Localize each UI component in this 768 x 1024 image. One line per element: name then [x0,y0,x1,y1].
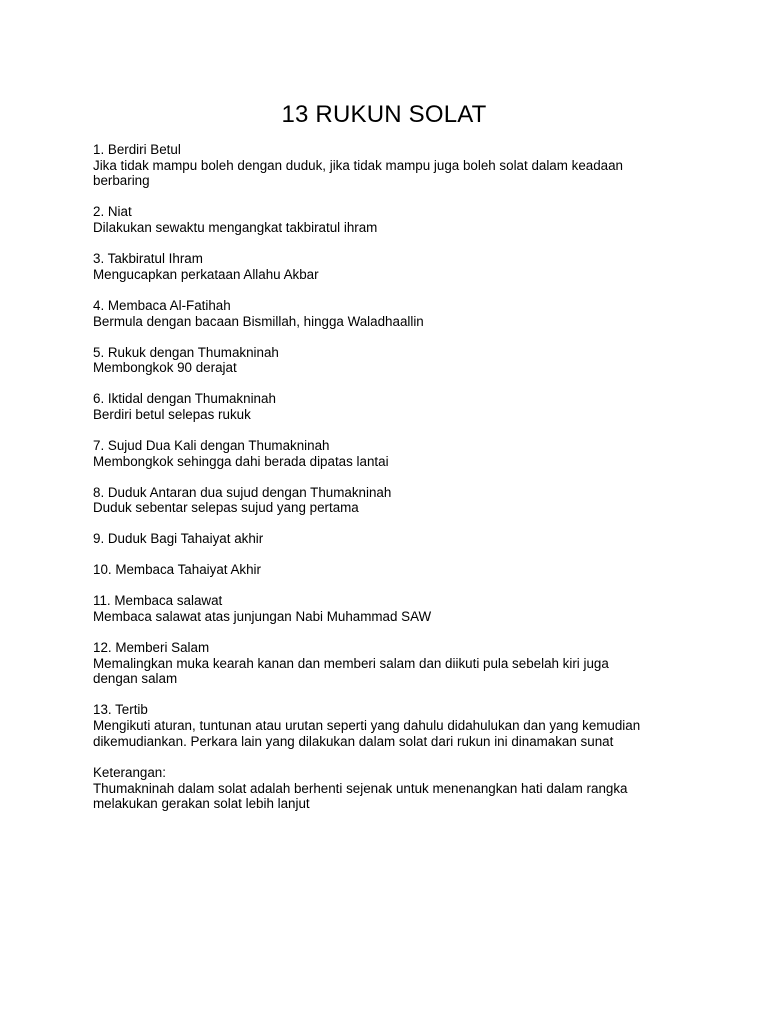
document-title: 13 RUKUN SOLAT [281,101,487,128]
note-section [93,765,693,812]
rukun-item-11 [93,593,693,624]
rukun-heading: 6. Iktidal dengan Thumakninah [93,391,276,407]
rukun-description-line: Memalingkan muka kearah kanan dan memberi salam dan diikuti pula sebelah kiri juga [93,655,609,671]
rukun-item-10 [93,562,693,578]
rukun-description-line: Jika tidak mampu boleh dengan duduk, jika tidak mampu juga boleh solat dalam keadaan [93,157,624,173]
rukun-heading: 1. Berdiri Betul [93,142,181,157]
rukun-item-13 [93,702,693,749]
rukun-heading: 9. Duduk Bagi Tahaiyat akhir [93,531,264,547]
rukun-heading: 7. Sujud Dua Kali dengan Thumakninah [93,437,330,453]
rukun-description-line: Dilakukan sewaktu mengangkat takbiratul ihram [93,220,378,236]
rukun-description-line: Mengikuti aturan, tuntunan atau urutan seperti yang dahulu didahulukan dan yang kemudian [93,718,641,734]
note-line: Thumakninah dalam solat adalah berhenti sejenak untuk menenangkan hati dalam rangka [93,780,628,796]
rukun-heading: 2. Niat [93,204,132,220]
rukun-heading: 12. Memberi Salam [93,640,210,656]
rukun-heading: 10. Membaca Tahaiyat Akhir [93,562,261,578]
rukun-description-line: berbaring [93,173,150,189]
rukun-item-2 [93,204,693,235]
rukun-item-7 [93,438,693,469]
rukun-description-line: Berdiri betul selepas rukuk [93,406,251,422]
rukun-item-4 [93,298,693,329]
note-heading: Keterangan: [93,764,166,780]
rukun-description-line: dengan salam [93,671,178,687]
rukun-item-5 [93,345,693,376]
rukun-heading: 5. Rukuk dengan Thumakninah [93,344,279,360]
rukun-description-line: Duduk sebentar selepas sujud yang pertama [93,500,359,516]
rukun-heading: 3. Takbiratul Ihram [93,251,203,267]
note-line: melakukan gerakan solat lebih lanjut [93,796,310,812]
document-body [93,142,693,827]
rukun-item-6 [93,391,693,422]
rukun-item-3 [93,251,693,282]
rukun-item-8 [93,485,693,516]
rukun-description-line: Bermula dengan bacaan Bismillah, hingga Waladhaallin [93,313,424,329]
rukun-description-line: Membongkok sehingga dahi berada dipatas lantai [93,453,389,469]
rukun-description-line: dikemudiankan. Perkara lain yang dilakukan dalam solat dari rukun ini dinamakan sunat [93,733,614,749]
rukun-heading: 13. Tertib [93,702,148,718]
rukun-description-line: Membaca salawat atas junjungan Nabi Muhammad SAW [93,609,432,625]
rukun-heading: 4. Membaca Al-Fatihah [93,297,231,313]
rukun-item-12 [93,640,693,687]
rukun-heading: 11. Membaca salawat [93,593,223,609]
rukun-description-line: Mengucapkan perkataan Allahu Akbar [93,266,319,282]
rukun-heading: 8. Duduk Antaran dua sujud dengan Thumakninah [93,484,392,500]
rukun-description-line: Membongkok 90 derajat [93,360,237,376]
rukun-item-9 [93,531,693,547]
rukun-item-1 [93,142,693,189]
